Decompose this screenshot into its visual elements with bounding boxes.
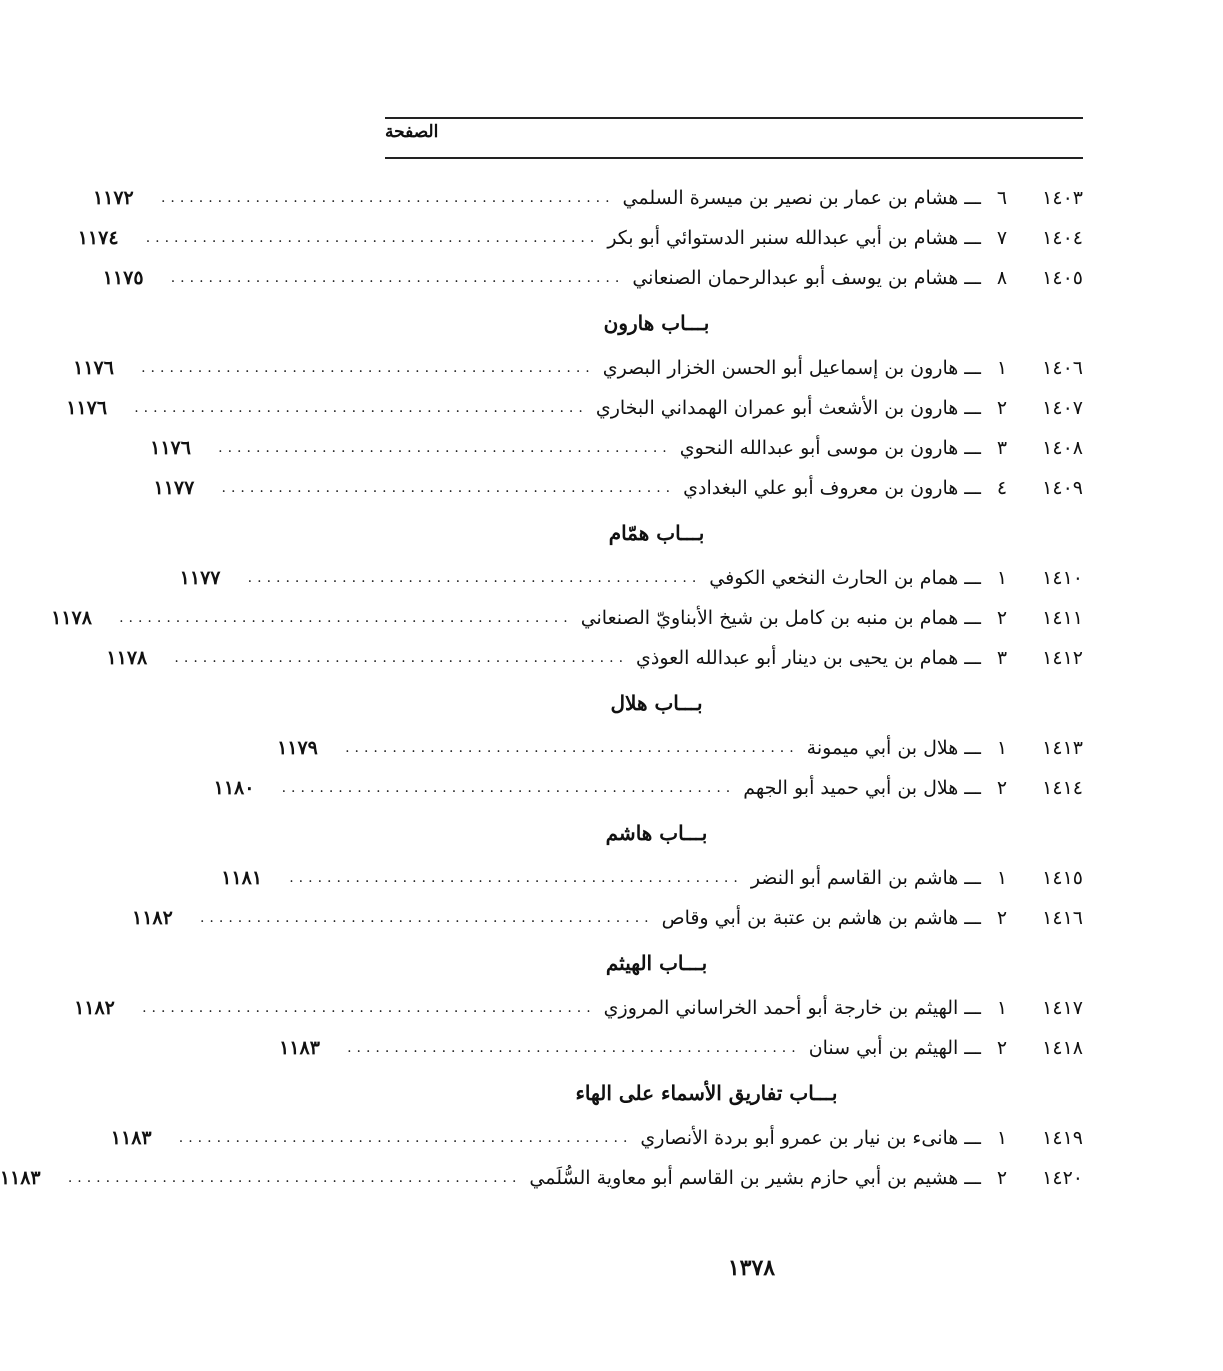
entry-name: هانىء بن نيار بن عمرو أبو بردة الأنصاري: [640, 1127, 959, 1149]
entry-number: ١٤٠٩: [1042, 477, 1083, 499]
entry-page: ١١٧٦: [66, 397, 108, 419]
entry-name: همام بن الحارث النخعي الكوفي: [709, 567, 959, 589]
entry-page: ١١٨٠: [213, 777, 255, 799]
entry-index: ١: [996, 1127, 1008, 1149]
entry-name: هشيم بن أبي حازم بشير بن القاسم أبو معاوية السُّلَمي: [529, 1167, 959, 1189]
entry-page: ١١٧٤: [77, 227, 119, 249]
entry-number: ١٤١٠: [1042, 567, 1083, 589]
dash: ـــ: [964, 397, 981, 419]
entry-page: ١١٨٢: [131, 907, 173, 929]
entry-index: ٢: [996, 1037, 1008, 1059]
header-rule-top: [385, 117, 1083, 119]
index-entry: [153, 468, 1083, 508]
entry-index: ٨: [996, 267, 1008, 289]
entry-name: هشام بن عمار بن نصير بن ميسرة السلمي: [622, 187, 959, 209]
entry-name: هاشم بن هاشم بن عتبة بن أبي وقاص: [661, 907, 959, 929]
entry-page: ١١٧٦: [150, 437, 191, 459]
leader-dots: ................................................: [160, 190, 615, 206]
entry-index: ٣: [996, 437, 1008, 459]
entry-group-4: [213, 728, 1083, 808]
entry-index: ٢: [996, 907, 1008, 929]
entry-page: ١١٨١: [221, 867, 263, 889]
dash: ـــ: [964, 567, 981, 589]
entry-index: ٢: [996, 397, 1008, 419]
section-heading-hilal: بـــاب هلال: [610, 691, 703, 715]
entry-name: هشام بن يوسف أبو عبدالرحمان الصنعاني: [632, 267, 959, 289]
entry-group-2: [66, 348, 1083, 508]
leader-dots: ................................................: [247, 570, 702, 586]
leader-dots: ................................................: [345, 740, 799, 756]
page-number: ١٣٧٨: [727, 1255, 776, 1281]
entry-page: ١١٨٢: [74, 997, 115, 1019]
dash: ـــ: [964, 867, 981, 889]
entry-number: ١٤٠٦: [1042, 357, 1083, 379]
entry-index: ١: [996, 867, 1008, 889]
entry-name: الهيثم بن أبي سنان: [808, 1037, 959, 1059]
entry-group-6: [74, 988, 1083, 1068]
entry-name: همام بن يحيى بن دينار أبو عبدالله العوذي: [636, 647, 959, 669]
entry-name: هلال بن أبي ميمونة: [806, 737, 959, 759]
entry-number: ١٤١١: [1042, 607, 1083, 629]
entry-index: ١: [996, 567, 1008, 589]
entry-group-3: [51, 558, 1083, 678]
leader-dots: ................................................: [281, 780, 736, 796]
index-entry: [131, 898, 1083, 938]
index-entry: [102, 258, 1083, 298]
entry-index: ١: [996, 737, 1008, 759]
index-entry: [0, 1158, 1083, 1198]
entry-page: ١١٨٣: [279, 1037, 320, 1059]
leader-dots: ................................................: [170, 270, 625, 286]
index-entry: [51, 598, 1083, 638]
entry-page: ١١٧٩: [277, 737, 318, 759]
entry-group-5: [131, 858, 1083, 938]
entry-index: ٦: [996, 187, 1008, 209]
entry-number: ١٤٢٠: [1042, 1167, 1083, 1189]
leader-dots: ................................................: [141, 360, 595, 376]
index-entry: [179, 558, 1083, 598]
entry-name: هشام بن أبي عبدالله سنبر الدستوائي أبو بكر: [607, 227, 959, 249]
dash: ـــ: [964, 267, 981, 289]
section-heading-haytham: بـــاب الهيثم: [605, 951, 708, 975]
section-heading-hammam: بـــاب همّام: [608, 521, 705, 545]
leader-dots: ................................................: [178, 1130, 633, 1146]
dash: ـــ: [964, 607, 981, 629]
index-entry: [66, 388, 1083, 428]
leader-dots: ................................................: [174, 650, 629, 666]
entry-number: ١٤١٥: [1042, 867, 1083, 889]
entry-page: ١١٧٦: [73, 357, 114, 379]
page-column-label: الصفحة: [385, 122, 439, 142]
entry-index: ٤: [996, 477, 1008, 499]
dash: ـــ: [964, 437, 981, 459]
entry-page: ١١٧٢: [92, 187, 134, 209]
leader-dots: ................................................: [67, 1170, 522, 1186]
entry-name: الهيثم بن خارجة أبو أحمد الخراساني المروزي: [603, 997, 959, 1019]
entry-number: ١٤٠٤: [1042, 227, 1083, 249]
dash: ـــ: [964, 907, 981, 929]
section-heading-haroun: بـــاب هارون: [603, 311, 710, 335]
leader-dots: ................................................: [218, 440, 672, 456]
leader-dots: ................................................: [347, 1040, 801, 1056]
index-entry: [92, 178, 1083, 218]
entry-number: ١٤٠٥: [1042, 267, 1083, 289]
leader-dots: ................................................: [145, 230, 600, 246]
index-entry: [74, 988, 1083, 1028]
entry-group-7: [0, 1118, 1083, 1198]
entry-index: ٣: [996, 647, 1008, 669]
entry-number: ١٤١٨: [1042, 1037, 1083, 1059]
leader-dots: ................................................: [199, 910, 654, 926]
entry-name: هلال بن أبي حميد أبو الجهم: [743, 777, 959, 799]
entry-page: ١١٧٧: [153, 477, 195, 499]
entry-name: هارون بن موسى أبو عبدالله النحوي: [679, 437, 959, 459]
entry-index: ١: [996, 997, 1008, 1019]
index-entry: [277, 728, 1083, 768]
dash: ـــ: [964, 1167, 981, 1189]
entry-number: ١٤١٤: [1042, 777, 1083, 799]
dash: ـــ: [964, 1037, 981, 1059]
entry-page: ١١٨٣: [110, 1127, 152, 1149]
entry-name: هارون بن معروف أبو علي البغدادي: [683, 477, 959, 499]
dash: ـــ: [964, 227, 981, 249]
entry-name: همام بن منبه بن كامل بن شيخ الأبناويّ الصنعاني: [580, 607, 959, 629]
index-entry: [106, 638, 1083, 678]
header-rule-bottom: [385, 157, 1083, 159]
entry-number: ١٤١٣: [1042, 737, 1083, 759]
entry-name: هارون بن الأشعث أبو عمران الهمداني البخاري: [595, 397, 959, 419]
section-heading-hashim: بـــاب هاشم: [605, 821, 708, 845]
index-entry: [221, 858, 1083, 898]
entry-number: ١٤٠٨: [1042, 437, 1083, 459]
entry-number: ١٤٠٧: [1042, 397, 1083, 419]
dash: ـــ: [964, 777, 981, 799]
entry-index: ١: [996, 357, 1008, 379]
leader-dots: ................................................: [289, 870, 743, 886]
dash: ـــ: [964, 477, 981, 499]
index-entry: [77, 218, 1083, 258]
entry-page: ١١٧٧: [179, 567, 221, 589]
entry-number: ١٤١٢: [1042, 647, 1083, 669]
entry-number: ١٤١٧: [1042, 997, 1083, 1019]
index-list: [0, 178, 1083, 1198]
entry-index: ٢: [996, 1167, 1008, 1189]
dash: ـــ: [964, 187, 981, 209]
index-entry: [213, 768, 1083, 808]
entry-group-1: [77, 178, 1083, 298]
entry-index: ٢: [996, 607, 1008, 629]
dash: ـــ: [964, 357, 981, 379]
entry-page: ١١٨٣: [0, 1167, 41, 1189]
entry-name: هاشم بن القاسم أبو النضر: [750, 867, 959, 889]
dash: ـــ: [964, 647, 981, 669]
index-entry: [73, 348, 1083, 388]
entry-number: ١٤١٦: [1042, 907, 1083, 929]
entry-page: ١١٧٨: [51, 607, 92, 629]
leader-dots: ................................................: [221, 480, 676, 496]
entry-page: ١١٧٥: [102, 267, 144, 289]
dash: ـــ: [964, 997, 981, 1019]
section-heading-misc: بـــاب تفاريق الأسماء على الهاء: [575, 1081, 838, 1105]
entry-number: ١٤٠٣: [1042, 187, 1083, 209]
dash: ـــ: [964, 737, 981, 759]
entry-page: ١١٧٨: [106, 647, 148, 669]
entry-index: ٢: [996, 777, 1008, 799]
entry-name: هارون بن إسماعيل أبو الحسن الخزار البصري: [602, 357, 959, 379]
index-entry: [110, 1118, 1083, 1158]
leader-dots: ................................................: [142, 1000, 596, 1016]
entry-index: ٧: [996, 227, 1008, 249]
index-entry: [150, 428, 1083, 468]
entry-number: ١٤١٩: [1042, 1127, 1083, 1149]
leader-dots: ................................................: [134, 400, 588, 416]
index-entry: [279, 1028, 1083, 1068]
dash: ـــ: [964, 1127, 981, 1149]
leader-dots: ................................................: [119, 610, 573, 626]
